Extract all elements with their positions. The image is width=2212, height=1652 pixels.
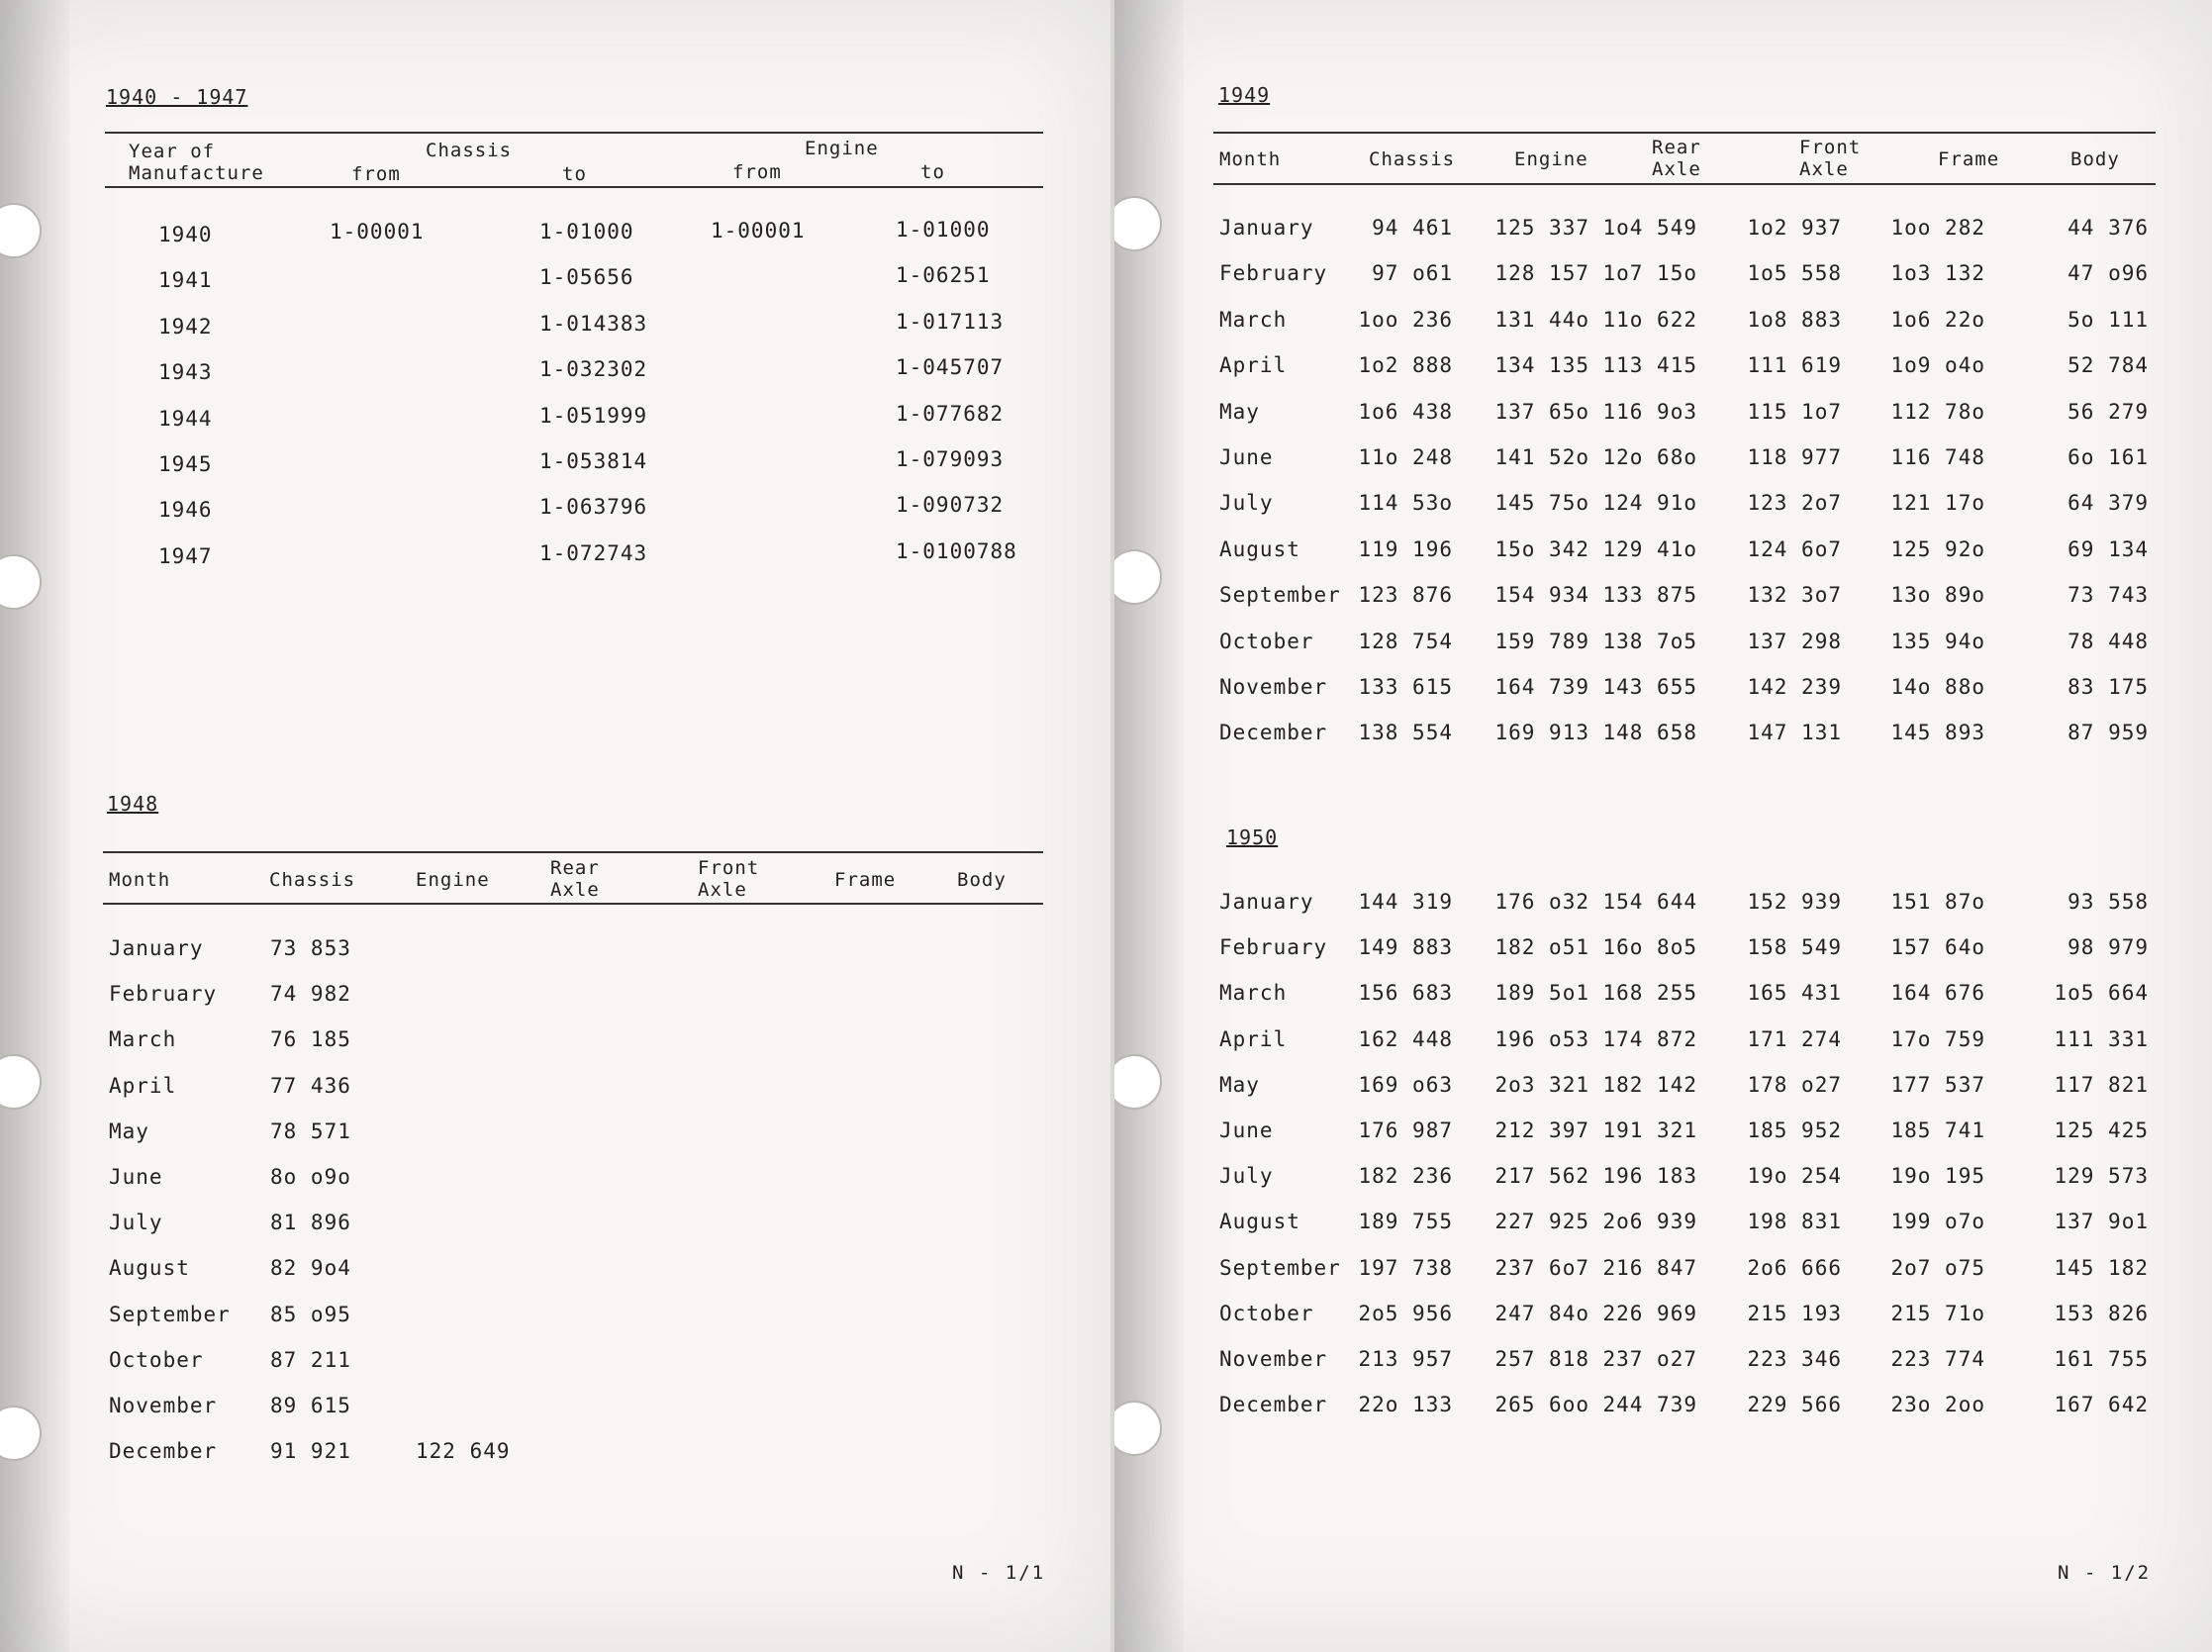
value-cell: 165 431	[1747, 981, 1842, 1006]
month-cell: September	[1219, 1255, 1341, 1280]
value-cell: 153 826	[2054, 1301, 2149, 1325]
month-cell: August	[1219, 536, 1300, 561]
value-cell: 78 448	[2068, 629, 2149, 653]
column-header: Frame	[1938, 148, 2000, 170]
header-chassis-to: to	[562, 163, 587, 185]
value-cell: 16o 8o5	[1602, 935, 1697, 960]
value-cell: 1o6 438	[1358, 399, 1453, 424]
month-cell: August	[109, 1256, 190, 1281]
value-cell: 182 236	[1358, 1164, 1453, 1189]
value-cell: 12o 68o	[1602, 445, 1697, 469]
value-cell: 133 875	[1602, 583, 1697, 608]
value-cell: 85 o95	[270, 1302, 351, 1326]
value-cell: 216 847	[1602, 1255, 1697, 1280]
month-cell: May	[1219, 399, 1260, 424]
month-cell: November	[1219, 1347, 1328, 1371]
engine-to-cell: 1-079093	[896, 447, 1005, 471]
month-cell: September	[1219, 583, 1341, 608]
value-cell: 227 925	[1494, 1210, 1589, 1234]
value-cell: 124 6o7	[1747, 536, 1842, 561]
value-cell: 1o4 549	[1602, 216, 1697, 240]
value-cell: 77 436	[270, 1073, 351, 1098]
value-cell: 191 321	[1602, 1118, 1697, 1142]
value-cell: 1o3 132	[1890, 261, 1985, 286]
value-cell: 73 853	[270, 936, 351, 960]
value-cell: 137 9o1	[2054, 1210, 2149, 1234]
value-cell: 2o5 956	[1358, 1301, 1453, 1325]
value-cell: 69 134	[2068, 536, 2149, 561]
value-cell: 133 615	[1358, 675, 1453, 699]
value-cell: 176 987	[1358, 1118, 1453, 1142]
value-cell: 82 9o4	[270, 1256, 351, 1281]
value-cell: 117 821	[2054, 1072, 2149, 1097]
value-cell: 182 142	[1602, 1072, 1697, 1097]
value-cell: 1o2 888	[1358, 353, 1453, 378]
value-cell: 129 573	[2054, 1164, 2149, 1189]
column-header: Engine	[416, 869, 490, 891]
value-cell: 223 774	[1890, 1347, 1985, 1371]
value-cell: 83 175	[2068, 675, 2149, 699]
value-cell: 169 o63	[1358, 1072, 1453, 1097]
value-cell: 111 619	[1747, 353, 1842, 378]
value-cell: 176 o32	[1494, 890, 1589, 914]
value-cell: 178 o27	[1747, 1072, 1842, 1097]
value-cell: 47 o96	[2068, 261, 2149, 286]
value-cell: 145 75o	[1494, 491, 1589, 516]
engine-from-cell: 1-00001	[711, 219, 806, 243]
value-cell: 15o 342	[1494, 536, 1589, 561]
value-cell: 94 461	[1372, 216, 1453, 240]
engine-to-cell: 1-017113	[896, 309, 1005, 334]
column-header: Frame	[834, 869, 897, 891]
section-title: 1949	[1218, 83, 1271, 107]
value-cell: 131 44o	[1494, 307, 1589, 332]
month-cell: October	[109, 1347, 204, 1372]
value-cell: 154 644	[1602, 890, 1697, 914]
value-cell: 185 952	[1747, 1118, 1842, 1142]
month-cell: March	[109, 1027, 177, 1052]
value-cell: 128 157	[1494, 261, 1589, 286]
year-cell: 1942	[158, 314, 213, 339]
month-cell: June	[109, 1165, 163, 1189]
value-cell: 196 183	[1602, 1164, 1697, 1189]
value-cell: 56 279	[2068, 399, 2149, 424]
value-cell: 244 739	[1602, 1393, 1697, 1417]
value-cell: 197 738	[1358, 1255, 1453, 1280]
page-number: N - 1/2	[2058, 1562, 2152, 1584]
value-cell: 14o 88o	[1890, 675, 1985, 699]
value-cell: 199 o7o	[1890, 1210, 1985, 1234]
column-header: Engine	[1514, 148, 1588, 170]
value-cell: 145 893	[1890, 721, 1985, 745]
table-rule	[1213, 132, 2156, 134]
value-cell: 1o5 664	[2054, 981, 2149, 1006]
value-cell: 237 o27	[1602, 1347, 1697, 1371]
column-header: Month	[1219, 148, 1282, 170]
table-rule	[103, 903, 1043, 905]
month-cell: December	[109, 1439, 218, 1464]
value-cell: 1o7 15o	[1602, 261, 1697, 286]
year-cell: 1941	[158, 268, 213, 293]
value-cell: 11o 248	[1358, 445, 1453, 469]
value-cell: 81 896	[270, 1211, 351, 1235]
section-title: 1948	[107, 792, 159, 816]
value-cell: 87 959	[2068, 721, 2149, 745]
month-cell: January	[109, 936, 204, 960]
value-cell: 147 131	[1747, 721, 1842, 745]
value-cell: 1o9 o4o	[1890, 353, 1985, 378]
page-number: N - 1/1	[952, 1562, 1046, 1584]
value-cell: 8o o9o	[270, 1165, 351, 1189]
month-cell: January	[1219, 890, 1314, 914]
value-cell: 217 562	[1494, 1164, 1589, 1189]
value-cell: 2o3 321	[1494, 1072, 1589, 1097]
value-cell: 198 831	[1747, 1210, 1842, 1234]
column-header: Body	[2070, 148, 2120, 170]
year-cell: 1944	[158, 406, 213, 431]
value-cell: 19o 195	[1890, 1164, 1985, 1189]
year-cell: 1945	[158, 452, 213, 476]
month-cell: October	[1219, 629, 1314, 653]
value-cell: 119 196	[1358, 536, 1453, 561]
value-cell: 138 554	[1358, 721, 1453, 745]
value-cell: 154 934	[1494, 583, 1589, 608]
value-cell: 93 558	[2068, 890, 2149, 914]
value-cell: 1o6 22o	[1890, 307, 1985, 332]
month-cell: March	[1219, 981, 1288, 1006]
value-cell: 44 376	[2068, 216, 2149, 240]
section-title: 1950	[1226, 826, 1279, 849]
chassis-to-cell: 1-05656	[539, 265, 634, 290]
value-cell: 113 415	[1602, 353, 1697, 378]
value-cell: 137 65o	[1494, 399, 1589, 424]
value-cell: 149 883	[1358, 935, 1453, 960]
month-cell: February	[109, 982, 218, 1007]
month-cell: November	[109, 1394, 218, 1417]
month-cell: March	[1219, 307, 1288, 332]
header-engine-to: to	[920, 161, 945, 183]
year-cell: 1946	[158, 498, 213, 523]
value-cell: 132 3o7	[1747, 583, 1842, 608]
value-cell: 22o 133	[1358, 1393, 1453, 1417]
value-cell: 135 94o	[1890, 629, 1985, 653]
value-cell: 74 982	[270, 982, 351, 1007]
table-rule	[103, 851, 1043, 853]
value-cell: 1oo 282	[1890, 216, 1985, 240]
value-cell: 125 92o	[1890, 536, 1985, 561]
value-cell: 223 346	[1747, 1347, 1842, 1371]
value-cell: 142 239	[1747, 675, 1842, 699]
value-cell: 114 53o	[1358, 491, 1453, 516]
value-cell: 161 755	[2054, 1347, 2149, 1371]
value-cell: 156 683	[1358, 981, 1453, 1006]
chassis-to-cell: 1-01000	[539, 220, 634, 243]
table-rule	[105, 186, 1043, 188]
value-cell: 229 566	[1747, 1393, 1842, 1417]
value-cell: 177 537	[1890, 1072, 1985, 1097]
month-cell: April	[1219, 353, 1288, 378]
value-cell: 1o5 558	[1747, 261, 1842, 286]
chassis-to-cell: 1-072743	[539, 540, 648, 565]
month-cell: February	[1219, 261, 1328, 286]
engine-to-cell: 1-077682	[896, 401, 1005, 426]
value-cell: 2o6 939	[1602, 1210, 1697, 1234]
value-cell: 1o2 937	[1747, 216, 1842, 240]
column-header: Month	[109, 869, 171, 891]
chassis-to-cell: 1-053814	[539, 449, 648, 473]
value-cell: 125 337	[1494, 216, 1589, 240]
month-cell: December	[1219, 1393, 1328, 1417]
month-cell: August	[1219, 1210, 1300, 1234]
chassis-to-cell: 1-051999	[539, 403, 648, 428]
header-engine-from: from	[732, 161, 782, 183]
value-cell: 111 331	[2054, 1026, 2149, 1051]
column-header: Chassis	[1369, 148, 1456, 170]
header-year: Year of Manufacture	[129, 141, 264, 184]
header-engine: Engine	[805, 138, 879, 159]
value-cell: 196 o53	[1494, 1026, 1589, 1051]
value-cell: 151 87o	[1890, 890, 1985, 914]
value-cell: 123 2o7	[1747, 491, 1842, 516]
month-cell: February	[1219, 935, 1328, 960]
column-header: Front Axle	[698, 857, 760, 901]
chassis-to-cell: 1-063796	[539, 495, 648, 520]
value-cell: 78 571	[270, 1118, 351, 1143]
value-cell: 164 739	[1494, 675, 1589, 699]
value-cell: 257 818	[1494, 1347, 1589, 1371]
value-cell: 2o7 o75	[1890, 1255, 1985, 1280]
chassis-to-cell: 1-032302	[539, 357, 648, 382]
value-cell: 13o 89o	[1890, 583, 1985, 608]
month-cell: December	[1219, 721, 1328, 745]
right-page	[1114, 0, 2212, 1652]
value-cell: 52 784	[2068, 353, 2149, 378]
value-cell: 91 921	[270, 1439, 351, 1464]
value-cell: 121 17o	[1890, 491, 1985, 516]
column-header: Chassis	[269, 869, 356, 891]
value-cell: 247 84o	[1494, 1301, 1589, 1325]
month-cell: June	[1219, 445, 1274, 469]
value-cell: 157 64o	[1890, 935, 1985, 960]
value-cell: 5o 111	[2068, 307, 2149, 332]
value-cell: 144 319	[1358, 890, 1453, 914]
value-cell: 143 655	[1602, 675, 1697, 699]
month-cell: June	[1219, 1118, 1274, 1142]
month-cell: May	[109, 1118, 149, 1143]
header-chassis: Chassis	[426, 140, 513, 161]
value-cell: 73 743	[2068, 583, 2149, 608]
value-cell: 152 939	[1747, 890, 1842, 914]
column-header: Rear Axle	[550, 857, 600, 901]
year-cell: 1940	[158, 223, 213, 246]
month-cell: April	[109, 1073, 177, 1098]
value-cell: 174 872	[1602, 1026, 1697, 1051]
value-cell: 1oo 236	[1358, 307, 1453, 332]
value-cell: 118 977	[1747, 445, 1842, 469]
year-cell: 1943	[158, 360, 213, 385]
value-cell: 137 298	[1747, 629, 1842, 653]
value-cell: 265 6oo	[1494, 1393, 1589, 1417]
value-cell: 215 71o	[1890, 1301, 1985, 1325]
value-cell: 123 876	[1358, 583, 1453, 608]
value-cell: 6o 161	[2068, 445, 2149, 469]
value-cell: 2o6 666	[1747, 1255, 1842, 1280]
month-cell: April	[1219, 1026, 1288, 1051]
value-cell: 116 9o3	[1602, 399, 1697, 424]
column-header: Body	[957, 869, 1007, 891]
month-cell: September	[109, 1302, 231, 1326]
month-cell: July	[1219, 1164, 1274, 1189]
value-cell: 138 7o5	[1602, 629, 1697, 653]
value-cell: 182 o51	[1494, 935, 1589, 960]
month-cell: July	[109, 1211, 163, 1235]
value-cell: 23o 2oo	[1890, 1393, 1985, 1417]
value-cell: 168 255	[1602, 981, 1697, 1006]
engine-to-cell: 1-045707	[896, 355, 1005, 380]
value-cell: 171 274	[1747, 1026, 1842, 1051]
value-cell: 159 789	[1494, 629, 1589, 653]
chassis-to-cell: 1-014383	[539, 311, 648, 336]
value-cell: 164 676	[1890, 981, 1985, 1006]
chassis-from-cell: 1-00001	[330, 220, 425, 243]
value-cell: 11o 622	[1602, 307, 1697, 332]
value-cell: 124 91o	[1602, 491, 1697, 516]
value-cell: 98 979	[2068, 935, 2149, 960]
value-cell: 169 913	[1494, 721, 1589, 745]
value-cell: 112 78o	[1890, 399, 1985, 424]
value-cell: 64 379	[2068, 491, 2149, 516]
month-cell: November	[1219, 675, 1328, 699]
table-rule	[105, 132, 1043, 134]
engine-to-cell: 1-01000	[896, 218, 991, 242]
value-cell: 1o8 883	[1747, 307, 1842, 332]
value-cell: 97 o61	[1372, 261, 1453, 286]
value-cell: 17o 759	[1890, 1026, 1985, 1051]
table-rule	[1213, 183, 2156, 185]
value-cell: 189 755	[1358, 1210, 1453, 1234]
value-cell: 134 135	[1494, 353, 1589, 378]
value-cell: 115 1o7	[1747, 399, 1842, 424]
value-cell: 129 41o	[1602, 536, 1697, 561]
month-cell: October	[1219, 1301, 1314, 1325]
engine-to-cell: 1-0100788	[896, 538, 1017, 563]
value-cell: 141 52o	[1494, 445, 1589, 469]
year-cell: 1947	[158, 543, 213, 568]
value-cell: 76 185	[270, 1027, 351, 1052]
value-cell: 226 969	[1602, 1301, 1697, 1325]
value-cell: 213 957	[1358, 1347, 1453, 1371]
month-cell: July	[1219, 491, 1274, 516]
value-cell: 125 425	[2054, 1118, 2149, 1142]
value-cell: 145 182	[2054, 1255, 2149, 1280]
column-header: Rear Axle	[1652, 137, 1701, 180]
value-cell: 189 5o1	[1494, 981, 1589, 1006]
value-cell: 19o 254	[1747, 1164, 1842, 1189]
value-cell: 128 754	[1358, 629, 1453, 653]
engine-to-cell: 1-06251	[896, 263, 991, 288]
engine-to-cell: 1-090732	[896, 493, 1005, 518]
value-cell: 162 448	[1358, 1026, 1453, 1051]
value-cell: 122 649	[416, 1439, 511, 1464]
month-cell: January	[1219, 216, 1314, 240]
value-cell: 215 193	[1747, 1301, 1842, 1325]
section-title: 1940 - 1947	[106, 85, 248, 109]
month-cell: May	[1219, 1072, 1260, 1097]
value-cell: 167 642	[2054, 1393, 2149, 1417]
header-chassis-from: from	[351, 163, 401, 185]
value-cell: 158 549	[1747, 935, 1842, 960]
value-cell: 212 397	[1494, 1118, 1589, 1142]
value-cell: 89 615	[270, 1394, 351, 1417]
value-cell: 237 6o7	[1494, 1255, 1589, 1280]
column-header: Front Axle	[1799, 137, 1862, 180]
value-cell: 116 748	[1890, 445, 1985, 469]
value-cell: 148 658	[1602, 721, 1697, 745]
value-cell: 87 211	[270, 1347, 351, 1372]
value-cell: 185 741	[1890, 1118, 1985, 1142]
